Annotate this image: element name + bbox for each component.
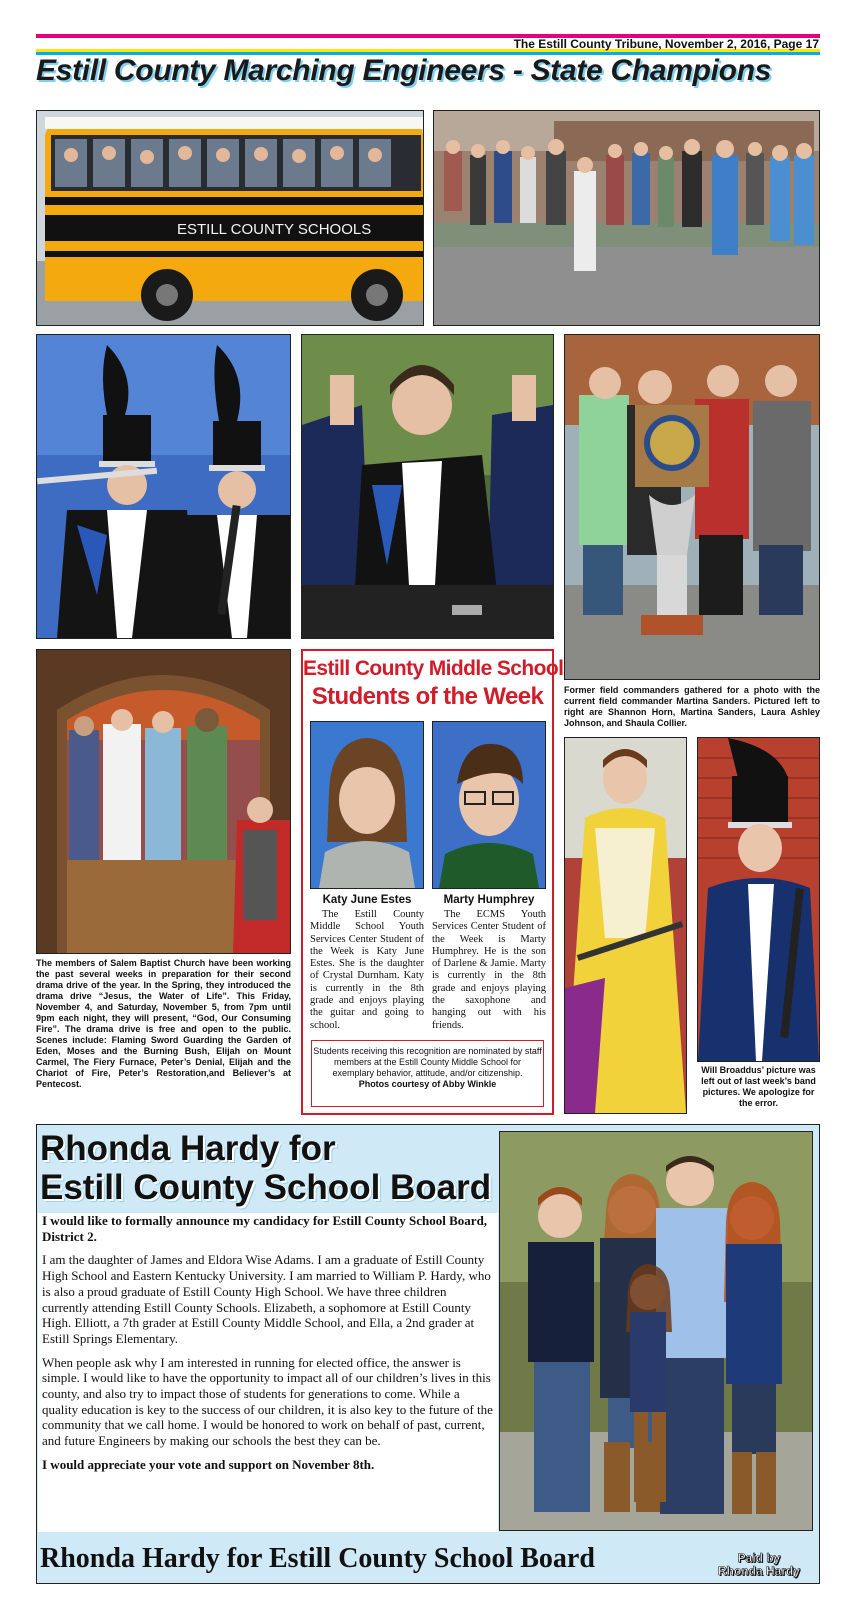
will-broaddus-photo	[697, 737, 820, 1062]
church-drama-illustration	[37, 650, 290, 953]
church-drama-caption: The members of Salem Baptist Church have been working the past several weeks in preparation for their second drama drive of the year. In the Spring, they introduced the drama drive “Jesus, the Water of Life”. This Friday, November 4, and Saturday, November 5, from 7pm until 9pm each night, they will present, “God, Our Consuming Fire”. The drama drive is free and open to the public. Scenes include: Flaming Sword Guarding the Garden of Eden, Moses and the Burning Bush, Elijah on Mount Carmel, The Fiery Furnace, Peter’s Denial, Elijah and the Chariot of Fire, Peter’s Restoration,and Believer’s at Pentecost.	[36, 958, 291, 1089]
crowd-illustration	[434, 111, 819, 325]
student1-bio: The Estill County Middle School Youth Services Center Student of the Week is Katy June Estes. She is the daughter of Crystal Durnham. Katy is currently in the 8th grade and enjoys playing the guitar and going to school.	[310, 909, 424, 1031]
student1-photo	[310, 721, 424, 889]
student1-portrait	[311, 722, 423, 888]
will-broaddus-caption: Will Broaddus’ picture was left out of last week’s band pictures. We apologize for the error.	[701, 1065, 816, 1108]
students-box-title: Students of the Week	[311, 683, 544, 710]
hardy-family-photo	[499, 1131, 813, 1531]
will-broaddus-illustration	[698, 738, 819, 1061]
school-bus-photo	[36, 110, 424, 326]
field-commanders-caption: Former field commanders gathered for a photo with the current field commander Martina Sanders. Pictured left to right are Shannon Horn, Martina Sanders, Laura Ashley Johnson, and Shaula Collier.	[564, 685, 820, 728]
field-commanders-trophy-photo	[564, 334, 820, 680]
nomination-text: Students receiving this recognition are nominated by staff members at the Estill County Middle School for exemplary behavior, attitude, and/or citizenship.	[313, 1046, 542, 1078]
ad-paragraph-1: I am the daughter of James and Eldora Wise Adams. I am a graduate of Estill County High School and Eastern Kentucky University. I am married to William P. Hardy, who is also a proud graduate of Estill County High School. We have three children currently attending Estill County Schools. Elizabeth, a sophomore at Estill County High. Elliott, a 7th grader at Estill County Middle School, and Ella, a 2nd grader at Estill Springs Elementary.	[42, 1252, 491, 1346]
paid-by-line1: Paid by	[737, 1551, 781, 1565]
ad-closing: I would appreciate your vote and support on November 8th.	[42, 1456, 375, 1472]
student2-portrait	[433, 722, 545, 888]
bus-lettering: ESTILL COUNTY SCHOOLS	[177, 221, 372, 238]
students-nomination-note	[311, 1040, 544, 1107]
ad-title-line2: Estill County School Board	[40, 1168, 492, 1207]
band-members-illustration	[37, 335, 290, 638]
church-drama-photo	[36, 649, 291, 954]
student2-bio: The ECMS Youth Services Center Student of the Week is Marty Humphrey. He is the son of Darlene & Jamie. Marty is currently in the 8th grade and enjoys playing the saxophone and hanging out with his friends.	[432, 909, 546, 1031]
school-bus-illustration	[37, 111, 423, 325]
ad-body	[38, 1213, 498, 1532]
percussion-illustration	[302, 335, 553, 638]
student2-name: Marty Humphrey	[443, 894, 535, 906]
majorette-photo	[564, 737, 687, 1114]
commanders-illustration	[565, 335, 819, 679]
student1-name: Katy June Estes	[322, 894, 412, 906]
students-of-the-week-box	[301, 649, 564, 1115]
student2-photo	[432, 721, 546, 889]
paid-by-line2: Rhonda Hardy	[717, 1564, 800, 1578]
ad-title-line1: Rhonda Hardy for	[40, 1129, 336, 1168]
masthead: The Estill County Tribune, November 2, 2016, Page 17	[513, 37, 819, 51]
ad-paragraph-2: When people ask why I am interested in running for elected office, the answer is simple. I would like to have the opportunity to impact all of our children’s lives in this county, and also try to impact those of students for generations to come. While a quality education is key to the success of our children, it is also key to the future of the community that we call home. I would be honored to work on behalf of past, current, and future Engineers by making our schools the best they can be.	[42, 1354, 493, 1449]
family-illustration	[500, 1132, 812, 1530]
ad-bottom-line: Rhonda Hardy for Estill County School Board	[40, 1543, 595, 1574]
page-headline: Estill County Marching Engineers - State Champions	[36, 54, 772, 87]
photo-credit: Photos courtesy of Abby Winkle	[358, 1079, 497, 1089]
percussion-player-photo	[301, 334, 554, 639]
paid-by-notice	[706, 1552, 812, 1578]
parade-crowd-photo	[433, 110, 820, 326]
students-box-school-title: Estill County Middle School	[303, 657, 564, 680]
majorette-illustration	[565, 738, 686, 1113]
ad-title	[40, 1129, 491, 1207]
ad-intro: I would like to formally announce my candidacy for Estill County School Board, District 2.	[42, 1213, 488, 1244]
flute-clarinet-players-photo	[36, 334, 291, 639]
